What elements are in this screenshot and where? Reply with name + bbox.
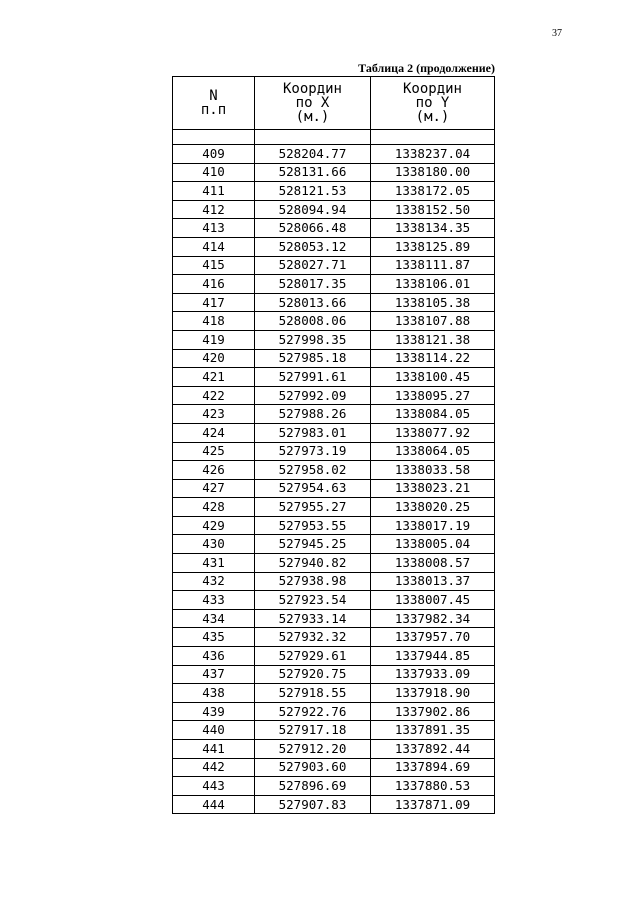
coord-y-cell: 1338023.21 bbox=[371, 479, 495, 498]
table-caption: Таблица 2 (продолжение) bbox=[358, 61, 495, 75]
table-row bbox=[173, 684, 495, 703]
coord-x-cell: 527998.35 bbox=[255, 330, 371, 349]
table-row bbox=[173, 498, 495, 517]
coord-y-cell: 1338008.57 bbox=[371, 554, 495, 573]
coord-y-cell: 1338125.89 bbox=[371, 237, 495, 256]
point-number-cell: 434 bbox=[173, 609, 255, 628]
table-header-row bbox=[173, 77, 495, 130]
point-number-cell: 413 bbox=[173, 219, 255, 238]
coord-x-cell: 527958.02 bbox=[255, 461, 371, 480]
coord-x-cell: 527918.55 bbox=[255, 684, 371, 703]
point-number-cell: 415 bbox=[173, 256, 255, 275]
coord-x-cell: 528121.53 bbox=[255, 182, 371, 201]
point-number-cell: 427 bbox=[173, 479, 255, 498]
coord-y-cell: 1338095.27 bbox=[371, 386, 495, 405]
point-number-cell: 432 bbox=[173, 572, 255, 591]
coord-y-cell: 1338107.88 bbox=[371, 312, 495, 331]
table-row bbox=[173, 405, 495, 424]
table-row bbox=[173, 442, 495, 461]
header-line: по Y bbox=[415, 95, 450, 111]
coord-x-cell: 527923.54 bbox=[255, 591, 371, 610]
point-number-cell: 418 bbox=[173, 312, 255, 331]
point-number-cell: 435 bbox=[173, 628, 255, 647]
coord-x-cell: 527988.26 bbox=[255, 405, 371, 424]
coord-x-cell: 528204.77 bbox=[255, 145, 371, 164]
point-number-cell: 425 bbox=[173, 442, 255, 461]
coord-x-cell: 527907.83 bbox=[255, 795, 371, 814]
table-row bbox=[173, 237, 495, 256]
point-number-cell: 444 bbox=[173, 795, 255, 814]
table-row bbox=[173, 795, 495, 814]
header-line: Координ bbox=[402, 81, 462, 97]
coord-y-cell: 1337880.53 bbox=[371, 777, 495, 796]
point-number-cell: 431 bbox=[173, 554, 255, 573]
table-row bbox=[173, 312, 495, 331]
header-coord-y bbox=[371, 77, 495, 130]
point-number-cell: 443 bbox=[173, 777, 255, 796]
coord-y-cell: 1338105.38 bbox=[371, 293, 495, 312]
table-row bbox=[173, 163, 495, 182]
coord-y-cell: 1338134.35 bbox=[371, 219, 495, 238]
point-number-cell: 437 bbox=[173, 665, 255, 684]
table-row bbox=[173, 349, 495, 368]
page-number: 37 bbox=[552, 28, 562, 39]
coord-y-cell: 1337944.85 bbox=[371, 647, 495, 666]
table-row bbox=[173, 702, 495, 721]
header-line: п.п bbox=[200, 102, 227, 118]
table-row bbox=[173, 275, 495, 294]
empty-cell bbox=[371, 130, 495, 145]
point-number-cell: 426 bbox=[173, 461, 255, 480]
point-number-cell: 439 bbox=[173, 702, 255, 721]
coord-y-cell: 1337871.09 bbox=[371, 795, 495, 814]
point-number-cell: 411 bbox=[173, 182, 255, 201]
coord-x-cell: 527920.75 bbox=[255, 665, 371, 684]
coord-y-cell: 1338033.58 bbox=[371, 461, 495, 480]
point-number-cell: 414 bbox=[173, 237, 255, 256]
coord-y-cell: 1337894.69 bbox=[371, 758, 495, 777]
table-row bbox=[173, 647, 495, 666]
table-row bbox=[173, 461, 495, 480]
point-number-cell: 429 bbox=[173, 516, 255, 535]
table-row bbox=[173, 777, 495, 796]
point-number-cell: 416 bbox=[173, 275, 255, 294]
coord-y-cell: 1338152.50 bbox=[371, 200, 495, 219]
coord-x-cell: 527896.69 bbox=[255, 777, 371, 796]
table-row bbox=[173, 386, 495, 405]
coord-y-cell: 1337957.70 bbox=[371, 628, 495, 647]
coord-y-cell: 1338172.05 bbox=[371, 182, 495, 201]
coord-x-cell: 527991.61 bbox=[255, 368, 371, 387]
point-number-cell: 417 bbox=[173, 293, 255, 312]
point-number-cell: 410 bbox=[173, 163, 255, 182]
table-row bbox=[173, 219, 495, 238]
coord-y-cell: 1337918.90 bbox=[371, 684, 495, 703]
table-row bbox=[173, 628, 495, 647]
header-number bbox=[173, 77, 255, 130]
coord-x-cell: 527917.18 bbox=[255, 721, 371, 740]
header-line: Координ bbox=[282, 81, 342, 97]
table-row bbox=[173, 609, 495, 628]
table-row bbox=[173, 535, 495, 554]
coord-x-cell: 527938.98 bbox=[255, 572, 371, 591]
coord-x-cell: 527933.14 bbox=[255, 609, 371, 628]
table-row bbox=[173, 591, 495, 610]
header-line: (м.) bbox=[415, 109, 450, 125]
coord-x-cell: 528094.94 bbox=[255, 200, 371, 219]
point-number-cell: 420 bbox=[173, 349, 255, 368]
table-row bbox=[173, 423, 495, 442]
table-row bbox=[173, 740, 495, 759]
coord-x-cell: 527912.20 bbox=[255, 740, 371, 759]
table-row bbox=[173, 554, 495, 573]
table-row bbox=[173, 516, 495, 535]
table-row bbox=[173, 572, 495, 591]
coord-y-cell: 1338020.25 bbox=[371, 498, 495, 517]
coord-x-cell: 527954.63 bbox=[255, 479, 371, 498]
point-number-cell: 409 bbox=[173, 145, 255, 164]
coord-x-cell: 528017.35 bbox=[255, 275, 371, 294]
point-number-cell: 441 bbox=[173, 740, 255, 759]
table-row bbox=[173, 368, 495, 387]
coord-y-cell: 1338106.01 bbox=[371, 275, 495, 294]
coord-y-cell: 1337891.35 bbox=[371, 721, 495, 740]
coord-x-cell: 527983.01 bbox=[255, 423, 371, 442]
coord-x-cell: 527929.61 bbox=[255, 647, 371, 666]
coord-x-cell: 528013.66 bbox=[255, 293, 371, 312]
coord-y-cell: 1338100.45 bbox=[371, 368, 495, 387]
point-number-cell: 422 bbox=[173, 386, 255, 405]
table-spacer-row bbox=[173, 130, 495, 145]
coord-y-cell: 1338017.19 bbox=[371, 516, 495, 535]
header-line: N bbox=[209, 88, 218, 104]
coord-y-cell: 1338064.05 bbox=[371, 442, 495, 461]
point-number-cell: 436 bbox=[173, 647, 255, 666]
coord-y-cell: 1338121.38 bbox=[371, 330, 495, 349]
coord-x-cell: 527945.25 bbox=[255, 535, 371, 554]
point-number-cell: 438 bbox=[173, 684, 255, 703]
coord-y-cell: 1337933.09 bbox=[371, 665, 495, 684]
coord-y-cell: 1338111.87 bbox=[371, 256, 495, 275]
coord-x-cell: 527903.60 bbox=[255, 758, 371, 777]
coord-y-cell: 1338084.05 bbox=[371, 405, 495, 424]
header-line: по Х bbox=[295, 95, 330, 111]
coord-x-cell: 527955.27 bbox=[255, 498, 371, 517]
point-number-cell: 424 bbox=[173, 423, 255, 442]
coord-x-cell: 528131.66 bbox=[255, 163, 371, 182]
coord-y-cell: 1338077.92 bbox=[371, 423, 495, 442]
table-row bbox=[173, 145, 495, 164]
point-number-cell: 440 bbox=[173, 721, 255, 740]
point-number-cell: 421 bbox=[173, 368, 255, 387]
coord-x-cell: 527940.82 bbox=[255, 554, 371, 573]
coord-x-cell: 528053.12 bbox=[255, 237, 371, 256]
table-row bbox=[173, 758, 495, 777]
coord-y-cell: 1338114.22 bbox=[371, 349, 495, 368]
coord-x-cell: 528008.06 bbox=[255, 312, 371, 331]
empty-cell bbox=[255, 130, 371, 145]
table-row bbox=[173, 665, 495, 684]
point-number-cell: 428 bbox=[173, 498, 255, 517]
table-row bbox=[173, 721, 495, 740]
coord-x-cell: 528027.71 bbox=[255, 256, 371, 275]
table-row bbox=[173, 479, 495, 498]
header-coord-x bbox=[255, 77, 371, 130]
table-row bbox=[173, 330, 495, 349]
coord-y-cell: 1337982.34 bbox=[371, 609, 495, 628]
point-number-cell: 423 bbox=[173, 405, 255, 424]
empty-cell bbox=[173, 130, 255, 145]
table-row bbox=[173, 182, 495, 201]
coord-y-cell: 1338013.37 bbox=[371, 572, 495, 591]
coord-y-cell: 1338005.04 bbox=[371, 535, 495, 554]
table-row bbox=[173, 256, 495, 275]
coord-x-cell: 527992.09 bbox=[255, 386, 371, 405]
coord-y-cell: 1338237.04 bbox=[371, 145, 495, 164]
coord-x-cell: 527985.18 bbox=[255, 349, 371, 368]
coord-x-cell: 527953.55 bbox=[255, 516, 371, 535]
point-number-cell: 433 bbox=[173, 591, 255, 610]
coord-y-cell: 1337902.86 bbox=[371, 702, 495, 721]
point-number-cell: 430 bbox=[173, 535, 255, 554]
point-number-cell: 412 bbox=[173, 200, 255, 219]
point-number-cell: 442 bbox=[173, 758, 255, 777]
coord-y-cell: 1337892.44 bbox=[371, 740, 495, 759]
coord-y-cell: 1338007.45 bbox=[371, 591, 495, 610]
coord-x-cell: 527973.19 bbox=[255, 442, 371, 461]
point-number-cell: 419 bbox=[173, 330, 255, 349]
coord-y-cell: 1338180.00 bbox=[371, 163, 495, 182]
coord-x-cell: 527922.76 bbox=[255, 702, 371, 721]
header-line: (м.) bbox=[295, 109, 330, 125]
table-row bbox=[173, 293, 495, 312]
coord-x-cell: 528066.48 bbox=[255, 219, 371, 238]
coord-x-cell: 527932.32 bbox=[255, 628, 371, 647]
table-row bbox=[173, 200, 495, 219]
coordinates-table bbox=[172, 76, 495, 814]
